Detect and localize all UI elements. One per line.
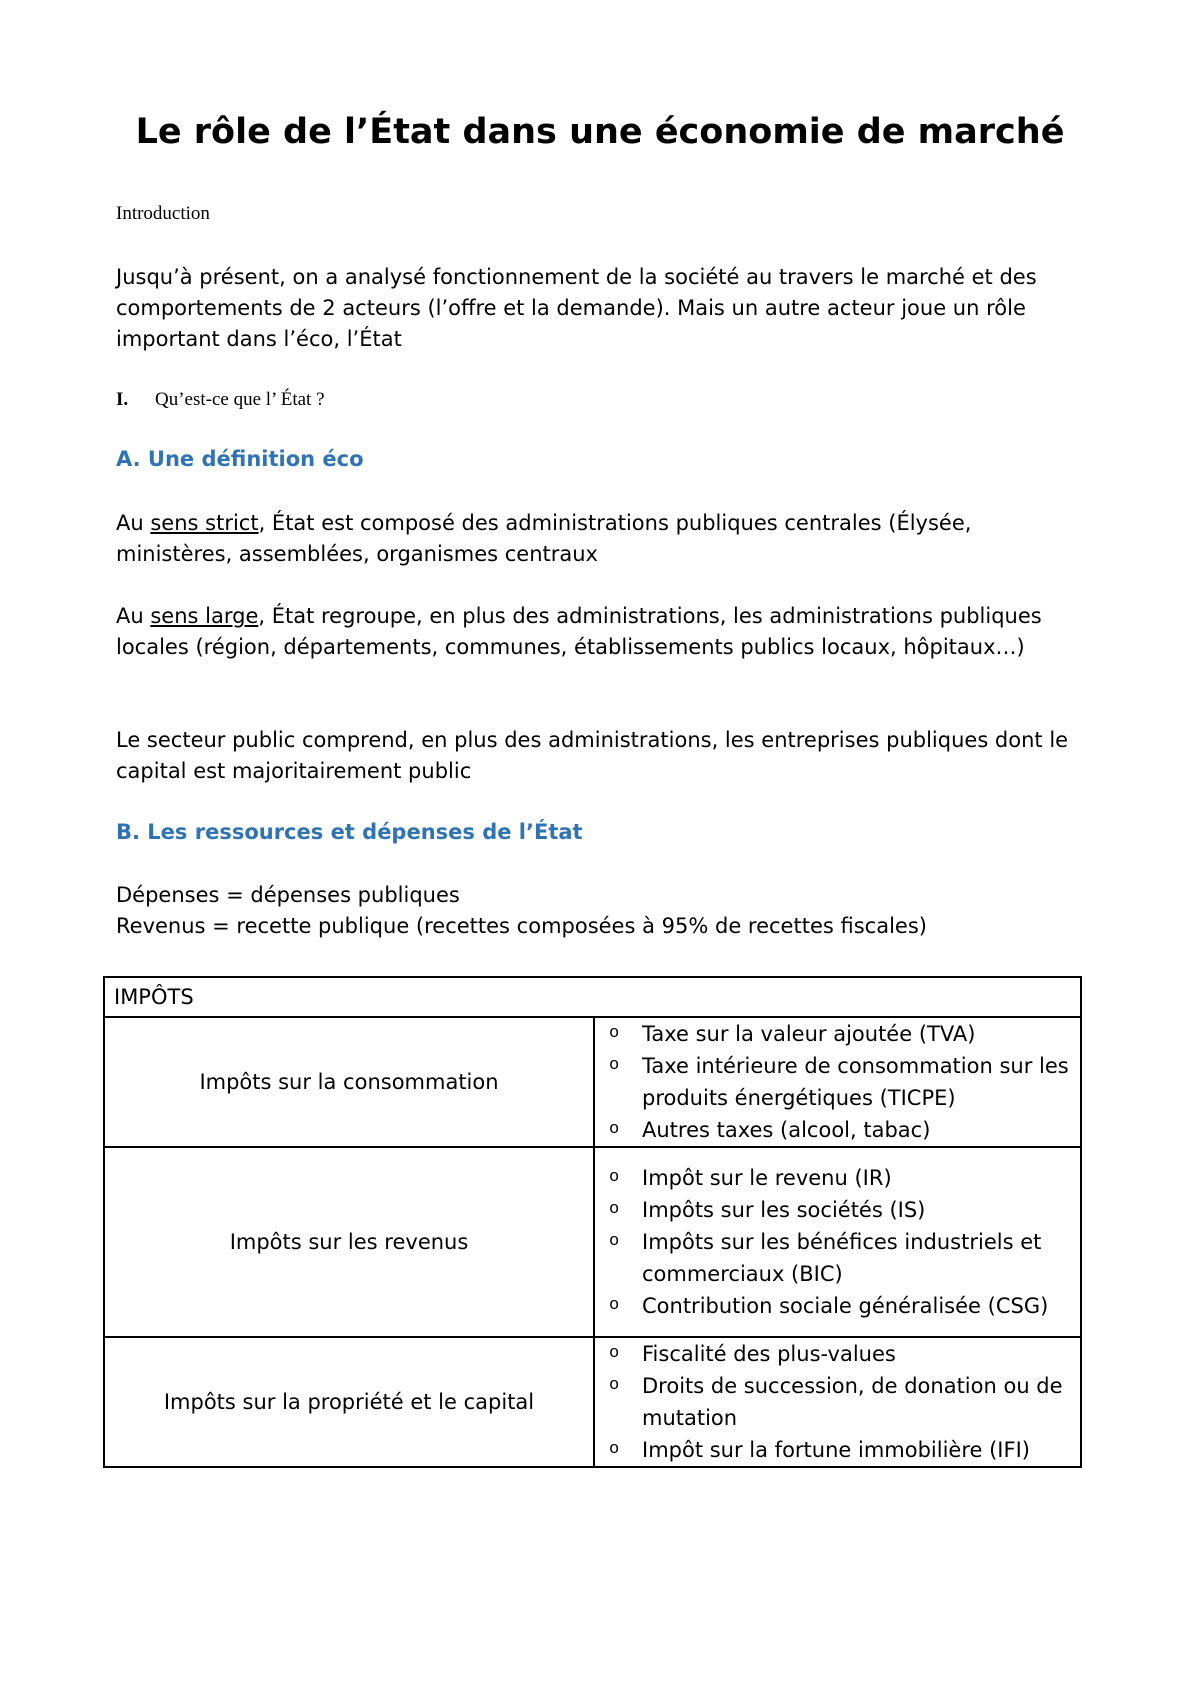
subsection-heading-a: A. Une définition éco — [116, 447, 364, 471]
tax-category: Impôts sur les revenus — [104, 1147, 594, 1337]
bullet-circle-icon: o — [609, 1120, 620, 1139]
paragraph-sens-strict — [116, 508, 1086, 570]
paragraph-prefix: Au — [116, 604, 151, 628]
table-row — [104, 1017, 1081, 1147]
tax-items-list — [595, 1018, 1080, 1146]
table-row — [104, 1147, 1081, 1337]
revenues-line: Revenus = recette publique (recettes composées à 95% de recettes fiscales) — [116, 914, 927, 938]
bullet-circle-icon: o — [609, 1440, 620, 1459]
list-item-text: Impôts sur les bénéfices industriels et commerciaux (BIC) — [642, 1230, 1042, 1286]
bullet-circle-icon: o — [609, 1200, 620, 1219]
list-item — [595, 1434, 1072, 1466]
list-item-text: Impôts sur les sociétés (IS) — [642, 1198, 926, 1222]
list-item-text: Fiscalité des plus-values — [642, 1342, 896, 1366]
tax-items-list — [595, 1162, 1080, 1322]
table-header-row — [104, 977, 1081, 1017]
bullet-circle-icon: o — [609, 1056, 620, 1075]
intro-paragraph: Jusqu’à présent, on a analysé fonctionnement de la société au travers le marché et des comportements de 2 acteurs (l’offre et la demande). Mais un autre acteur joue un rôle important dans l’éco, l’État — [116, 265, 1037, 351]
list-item-text: Autres taxes (alcool, tabac) — [642, 1118, 931, 1142]
tax-category: Impôts sur la consommation — [104, 1017, 594, 1147]
paragraph-prefix: Au — [116, 511, 151, 535]
intro-label: Introduction — [116, 203, 210, 224]
bullet-circle-icon: o — [609, 1296, 620, 1315]
list-item-text: Impôt sur le revenu (IR) — [642, 1166, 892, 1190]
term-sens-strict: sens strict — [150, 511, 259, 535]
list-item — [595, 1018, 1072, 1050]
tax-items-list — [595, 1338, 1080, 1466]
paragraph-sens-large — [116, 601, 1086, 663]
list-item-text: Taxe sur la valeur ajoutée (TVA) — [642, 1022, 976, 1046]
list-item-text: Contribution sociale généralisée (CSG) — [642, 1294, 1049, 1318]
list-item-text: Droits de succession, de donation ou de mutation — [642, 1374, 1063, 1430]
list-item-text: Taxe intérieure de consommation sur les produits énergétiques (TICPE) — [642, 1054, 1069, 1110]
bullet-circle-icon: o — [609, 1024, 620, 1043]
list-item — [595, 1114, 1072, 1146]
section-heading-1 — [116, 389, 325, 411]
table-row — [104, 1337, 1081, 1467]
list-item — [595, 1226, 1072, 1290]
list-item — [595, 1162, 1072, 1194]
list-item — [595, 1370, 1072, 1434]
section-title: Qu’est-ce que l’ État ? — [155, 389, 325, 410]
list-item-text: Impôt sur la fortune immobilière (IFI) — [642, 1438, 1030, 1462]
tax-items-cell — [594, 1337, 1081, 1467]
tax-items-cell — [594, 1147, 1081, 1337]
section-number: I. — [116, 389, 129, 410]
expenses-line: Dépenses = dépenses publiques — [116, 883, 460, 907]
paragraph-text: , État est composé des administrations publiques centrales (Élysée, ministères, assemblées, organismes centraux — [116, 511, 972, 566]
list-item — [595, 1194, 1072, 1226]
tax-category: Impôts sur la propriété et le capital — [104, 1337, 594, 1467]
list-item — [595, 1338, 1072, 1370]
list-item — [595, 1290, 1072, 1322]
paragraph-text: , État regroupe, en plus des administrations, les administrations publiques locales (région, départements, communes, établissements publics locaux, hôpitaux…) — [116, 604, 1042, 659]
bullet-circle-icon: o — [609, 1168, 620, 1187]
subsection-heading-b: B. Les ressources et dépenses de l’État — [116, 820, 583, 844]
bullet-circle-icon: o — [609, 1232, 620, 1251]
term-sens-large: sens large — [150, 604, 259, 628]
tax-items-cell — [594, 1017, 1081, 1147]
document-title: Le rôle de l’État dans une économie de marché — [135, 112, 1065, 152]
table-header: IMPÔTS — [104, 977, 1081, 1017]
paragraph-public-sector: Le secteur public comprend, en plus des administrations, les entreprises publiques dont le capital est majoritairement public — [116, 728, 1069, 783]
taxes-table — [103, 976, 1082, 1468]
bullet-circle-icon: o — [609, 1376, 620, 1395]
bullet-circle-icon: o — [609, 1344, 620, 1363]
list-item — [595, 1050, 1072, 1114]
